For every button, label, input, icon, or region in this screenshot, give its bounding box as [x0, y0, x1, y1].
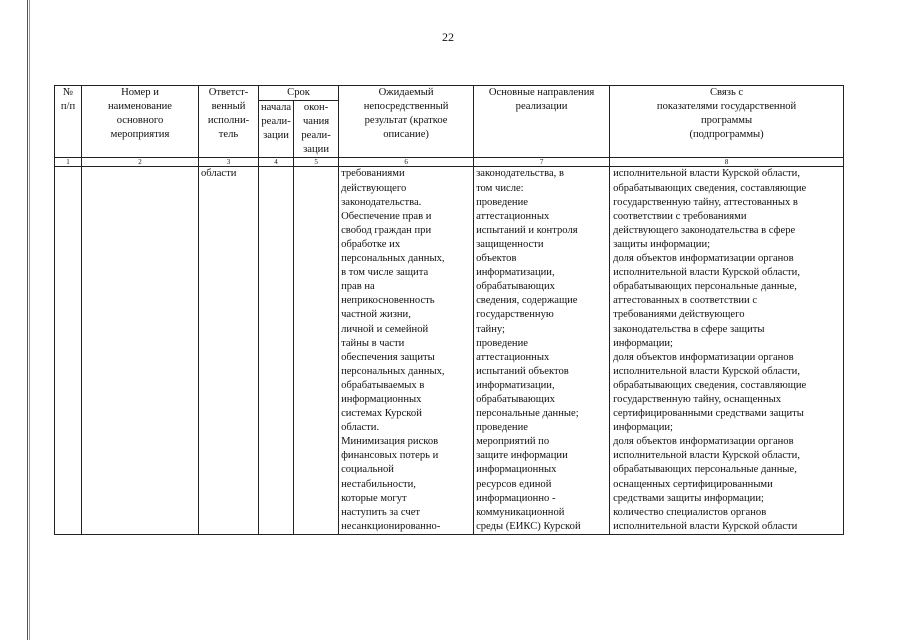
column-number: 2 — [82, 158, 199, 167]
scan-binding-edge — [27, 0, 28, 640]
header-main-directions: Основные направления реализации — [474, 86, 610, 158]
page-number: 22 — [442, 30, 454, 44]
cell-end — [294, 167, 339, 534]
cell-main-directions: законодательства, в том числе: проведение аттестационных испытаний и контроля защищенности объектов информатизации, обрабатывающих сведения, содержащие государственную тайну; проведение аттестационных испытаний объектов информатизации, обрабатывающих персональные данные; проведение мероприятий по защите информации информационных ресурсов единой информационно - коммуникационной среды (ЕИКС) Курской — [474, 167, 610, 534]
column-number-row — [55, 158, 844, 167]
header-row-top — [55, 86, 844, 101]
column-number: 7 — [474, 158, 610, 167]
program-activities-table — [54, 85, 844, 535]
header-activity-name: Номер и наименование основного мероприятия — [82, 86, 199, 158]
header-indicators-link: Связь с показателями государственной программы (подпрограммы) — [610, 86, 844, 158]
header-number: № п/п — [55, 86, 82, 158]
table-row — [55, 167, 844, 534]
header-responsible: Ответст- венный исполни- тель — [199, 86, 259, 158]
header-term: Срок — [259, 86, 339, 101]
scan-binding-edge-shadow — [29, 0, 30, 640]
column-number: 4 — [259, 158, 294, 167]
header-end: окон- чания реали- зации — [294, 101, 339, 158]
cell-expected-result: требованиями действующего законодательства. Обеспечение прав и свобод граждан при обработке их персональных данных, в том числе защита прав на неприкосновенность частной жизни, личной и семейной тайны в части обеспечения защиты персональных данных, обрабатываемых в информационных системах Курской области. Минимизация рисков финансовых потерь и социальной нестабильности, которые могут наступить за счет несанкционированно- — [339, 167, 474, 534]
cell-activity-name — [82, 167, 199, 534]
column-number: 3 — [199, 158, 259, 167]
cell-indicators-link: исполнительной власти Курской области, обрабатывающих сведения, составляющие государственную тайну, аттестованных в соответствии с требованиями действующего законодательства в сфере защиты информации; доля объектов информатизации органов исполнительной власти Курской области, обрабатывающих персональные данные, аттестованных в соответствии с требованиями действующего законодательства в сфере защиты информации; доля объектов информатизации органов исполнительной власти Курской области, обрабатывающих сведения, составляющие государственную тайну, оснащенных сертифицированными средствами защиты информации; доля объектов информатизации органов исполнительной власти Курской области, обрабатывающих персональные данные, оснащенных сертифицированными средствами защиты информации; количество специалистов органов исполнительной власти Курской области — [610, 167, 844, 534]
cell-number — [55, 167, 82, 534]
column-number: 6 — [339, 158, 474, 167]
cell-responsible: области — [199, 167, 259, 534]
header-start: начала реали- зации — [259, 101, 294, 158]
column-number: 1 — [55, 158, 82, 167]
column-number: 8 — [610, 158, 844, 167]
column-number: 5 — [294, 158, 339, 167]
header-expected-result: Ожидаемый непосредственный результат (краткое описание) — [339, 86, 474, 158]
cell-start — [259, 167, 294, 534]
